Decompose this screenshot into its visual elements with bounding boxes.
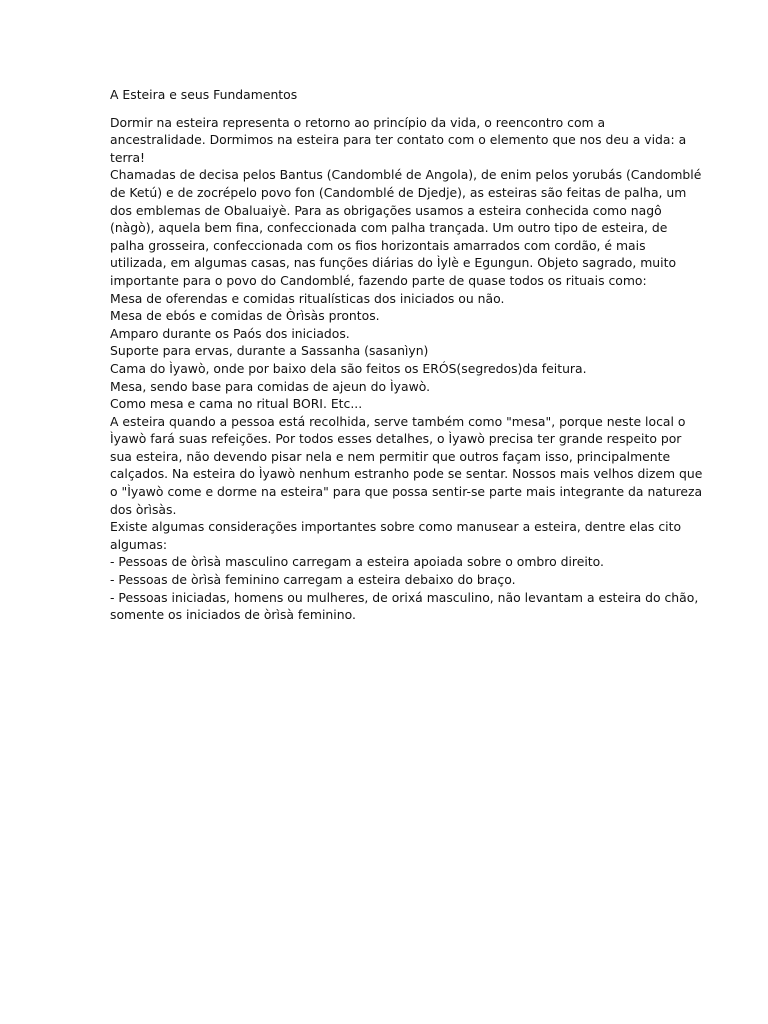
body-line: A esteira quando a pessoa está recolhida, serve também como "mesa", porque neste local o [110,413,686,429]
body-line: calçados. Na esteira do Ìyawò nenhum estranho pode se sentar. Nossos mais velhos dizem que [110,466,703,482]
body-line: dos emblemas de Obaluaiyè. Para as obrigações usamos a esteira conhecida como nagô [110,202,662,218]
document-title: A Esteira e seus Fundamentos [110,87,298,102]
list-item: Cama do Ìyawò, onde por baixo dela são feitos os ERÓS(segredos)da feitura. [110,360,587,376]
list-item: Suporte para ervas, durante a Sassanha (sasanìyn) [110,343,429,359]
body-line: de Ketú) e de zocrépelo povo fon (Candomblé de Djedje), as esteiras são feitas de palha, um [110,184,687,200]
list-item: Amparo durante os Paós dos iniciados. [110,325,350,341]
list-item: Como mesa e cama no ritual BORI. Etc... [110,396,363,412]
document-content [110,86,703,624]
body-line: dos òrìsàs. [110,501,177,517]
list-item: Mesa de oferendas e comidas ritualísticas dos iniciados ou não. [110,290,505,306]
body-line: ancestralidade. Dormimos na esteira para ter contato com o elemento que nos deu a vida: a [110,132,687,148]
body-line: o "Ìyawò come e dorme na esteira" para que possa sentir-se parte mais integrante da natureza [110,484,703,500]
body-line: (nàgò), aquela bem fina, confeccionada com palha trançada. Um outro tipo de esteira, de [110,220,668,236]
list-item: - Pessoas de òrìsà masculino carregam a esteira apoiada sobre o ombro direito. [110,554,604,570]
body-line: terra! [110,149,146,165]
body-line: Chamadas de decisa pelos Bantus (Candomblé de Angola), de enim pelos yorubás (Candomblé [110,167,702,183]
document-body [110,114,703,624]
body-line: utilizada, em algumas casas, nas funções diárias do Ìylè e Egungun. Objeto sagrado, muito [110,255,677,271]
list-item: somente os iniciados de òrìsà feminino. [110,607,356,623]
list-item: Mesa de ebós e comidas de Òrìsàs prontos. [110,308,380,324]
body-line: palha grosseira, confeccionada com os fios horizontais amarrados com cordão, é mais [110,237,646,253]
list-item: Mesa, sendo base para comidas de ajeun do Ìyawò. [110,378,431,394]
body-line: Existe algumas considerações importantes sobre como manusear a esteira, dentre elas cito [110,519,682,535]
body-line: importante para o povo do Candomblé, fazendo parte de quase todos os rituais como: [110,272,647,288]
body-line: Ìyawò fará suas refeições. Por todos esses detalhes, o Ìyawò precisa ter grande respeito por [110,431,682,447]
body-line: Dormir na esteira representa o retorno ao princípio da vida, o reencontro com a [110,114,606,130]
list-item: - Pessoas de òrìsà feminino carregam a esteira debaixo do braço. [110,572,516,588]
body-line: sua esteira, não devendo pisar nela e nem permitir que outros façam isso, principalmente [110,448,671,464]
list-item: - Pessoas iniciadas, homens ou mulheres, de orixá masculino, não levantam a esteira do chão, [110,589,699,605]
body-line: algumas: [110,536,168,552]
